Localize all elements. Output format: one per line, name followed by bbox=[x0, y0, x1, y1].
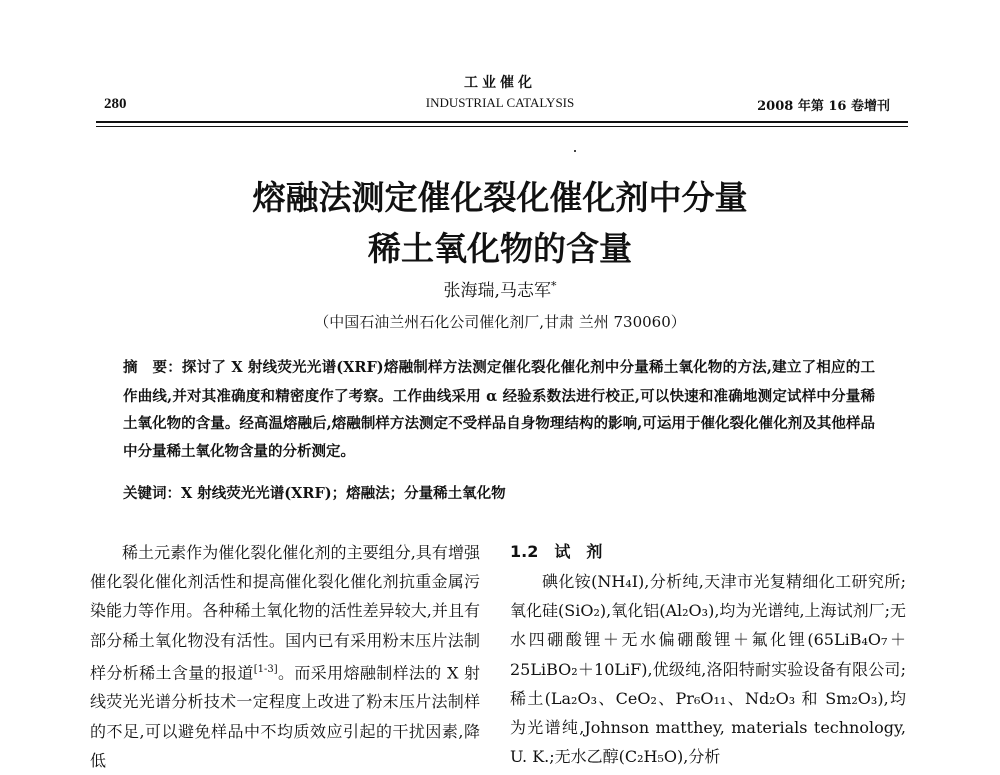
keywords bbox=[123, 482, 875, 503]
page-number: 280 bbox=[104, 96, 127, 112]
paper-title-line-1: 熔融法测定催化裂化催化剂中分量 bbox=[252, 178, 748, 217]
header-rule-thick bbox=[96, 121, 908, 123]
citation-ref: [1-3] bbox=[253, 663, 278, 675]
section-heading-reagents: 1.2 试 剂 bbox=[510, 542, 603, 561]
journal-title-cn: 工业催化 bbox=[464, 75, 536, 91]
paper-title-line-2: 稀土氧化物的含量 bbox=[368, 229, 632, 268]
stray-dot bbox=[574, 150, 576, 152]
author-names: 张海瑞,马志军 bbox=[443, 281, 551, 301]
abstract-text: 探讨了 X 射线荧光光谱(XRF)熔融制样方法测定催化裂化催化剂中分量稀土氧化物的方法,建立了相应的工作曲线,并对其准确度和精密度作了考察。工作曲线采用 α 经验系数法进行校正,可以快速和准确地测定试样中分量稀土氧化物的含量。经高温熔融后,熔融制样方法测定不受样品自身物理结构的影响,可运用于催化裂化催化剂及其他样品中分量稀土氧化物含量的分析测定。 bbox=[123, 359, 875, 460]
abstract-label: 摘 要： bbox=[123, 360, 182, 376]
authors bbox=[0, 276, 1000, 301]
journal-title-en: INDUSTRIAL CATALYSIS bbox=[425, 95, 575, 110]
issue-info: 2008 年第 16 卷增刊 bbox=[757, 99, 890, 114]
right-paragraph: 碘化铵(NH₄I),分析纯,天津市光复精细化工研究所;氧化硅(SiO₂),氧化铝(Al₂O₃),均为光谱纯,上海试剂厂;无水四硼酸锂＋无水偏硼酸锂＋氟化锂(65LiB₄O₇＋25LiBO₂＋10LiF),优级纯,洛阳特耐实验设备有限公司;稀土(La₂O₃、CeO₂、Pr₆O₁₁、Nd₂O₃ 和 Sm₂O₃),均为光谱纯,Johnson matthey, materials technology, U. K.;无水乙醇(C₂H₅O),分析 bbox=[510, 572, 906, 767]
body-left-column bbox=[90, 538, 480, 775]
affiliation: （中国石油兰州石化公司催化剂厂,甘肃 兰州 730060） bbox=[314, 313, 686, 331]
left-paragraph-part-a: 稀土元素作为催化裂化催化剂的主要组分,具有增强催化裂化催化剂活性和提高催化裂化催化剂抗重金属污染能力等作用。各种稀土氧化物的活性差异较大,并且有部分稀土氧化物没有活性。国内已有采用粉末压片法制样分析稀土含量的报道 bbox=[90, 543, 480, 683]
keywords-label: 关键词： bbox=[123, 486, 181, 502]
abstract bbox=[123, 354, 875, 465]
corresponding-mark: * bbox=[550, 279, 557, 293]
left-paragraph-part-b: 。而采用熔融制样法的 X 射线荧光光谱分析技术一定程度上改进了粉末压片法制样的不足,可以避免样品中不均质效应引起的干扰因素,降低 bbox=[90, 663, 480, 770]
keywords-text: X 射线荧光光谱(XRF)；熔融法；分量稀土氧化物 bbox=[181, 485, 506, 502]
body-right-column bbox=[510, 567, 906, 771]
header-rule-thin bbox=[96, 126, 908, 127]
